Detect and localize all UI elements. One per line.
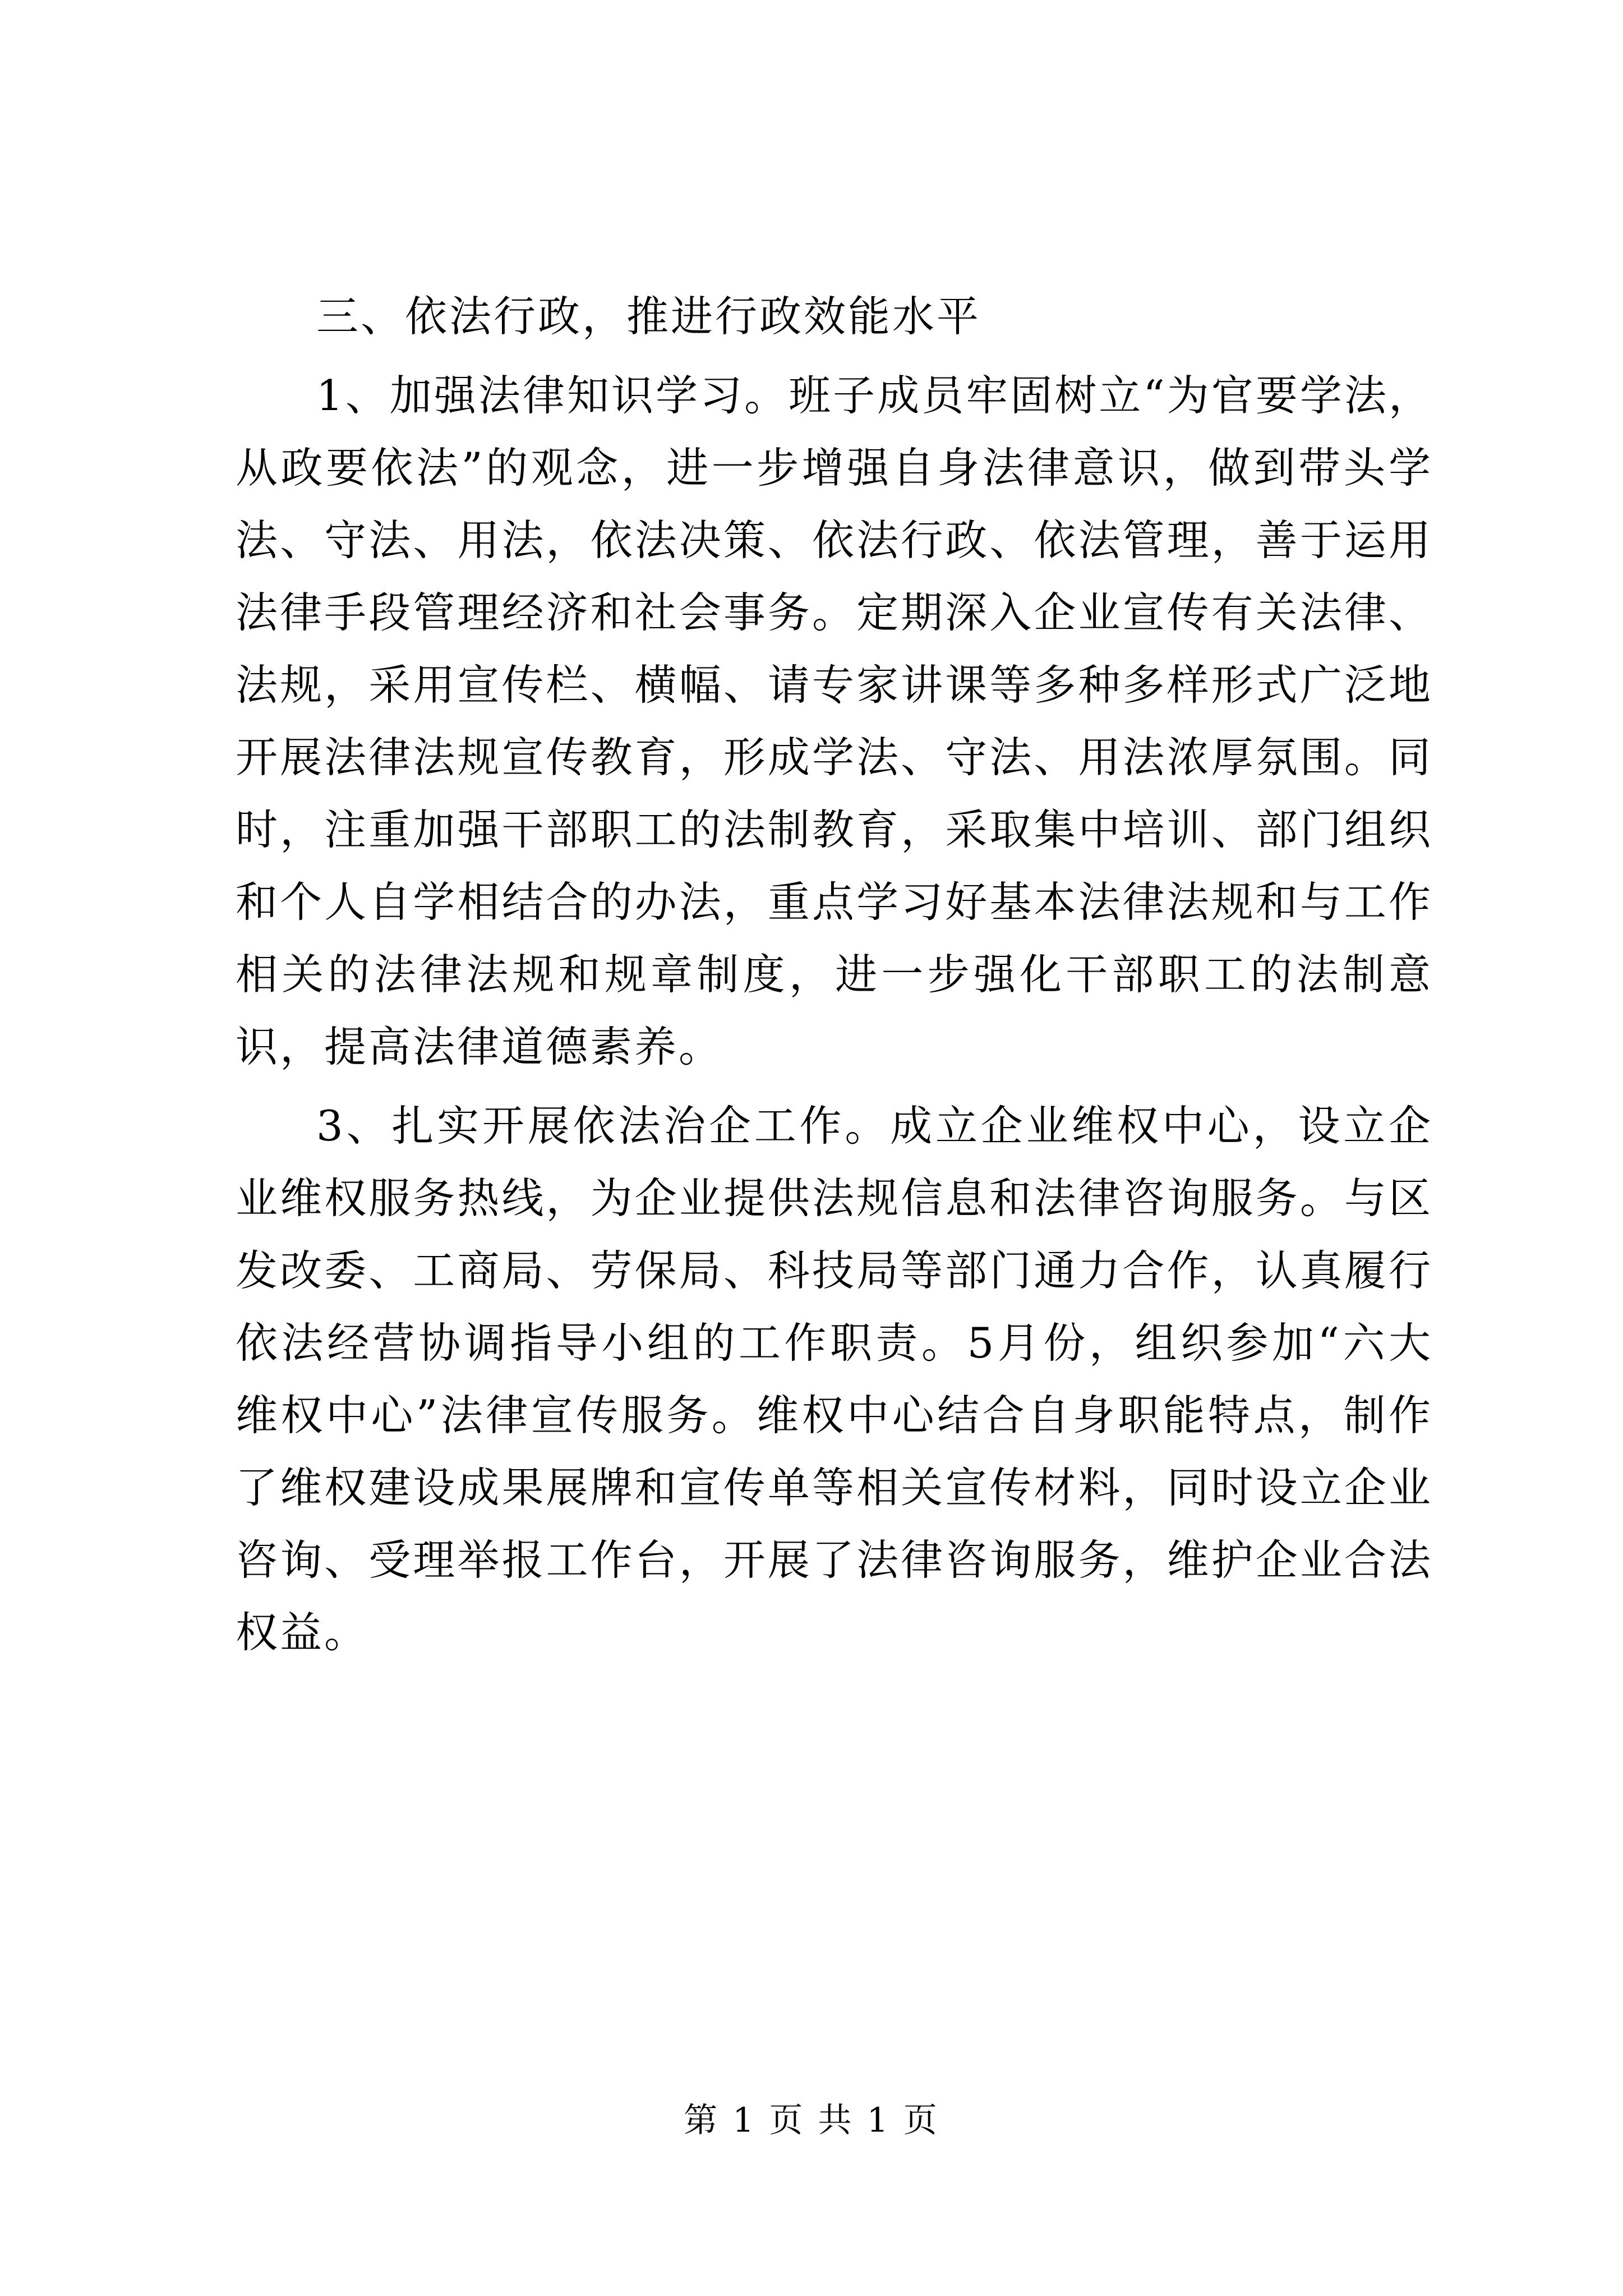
page-footer: 第 1 页 共 1 页 [684,2101,939,2140]
document-body [236,280,1433,1676]
section-heading: 三、依法行政，推进行政效能水平 [316,292,981,341]
paragraph-enterprise-governance: 3、扎实开展依法治企工作。成立企业维权中心，设立企业维权服务热线，为企业提供法规信息和法律咨询服务。与区发改委、工商局、劳保局、科技局等部门通力合作，认真履行依法经营协调指导小组的工作职责。5月份，组织参加“六大维权中心”法律宣传服务。维权中心结合自身职能特点，制作了维权建设成果展牌和宣传单等相关宣传材料，同时设立企业咨询、受理举报工作台，开展了法律咨询服务，维护企业合法权益。 [236,1101,1433,1657]
paragraph-legal-study: 1、加强法律知识学习。班子成员牢固树立“为官要学法，从政要依法”的观念，进一步增强自身法律意识，做到带头学法、守法、用法，依法决策、依法行政、依法管理，善于运用法律手段管理经济和社会事务。定期深入企业宣传有关法律、法规，采用宣传栏、横幅、请专家讲课等多种多样形式广泛地开展法律法规宣传教育，形成学法、守法、用法浓厚氛围。同时，注重加强干部职工的法制教育，采取集中培训、部门组织和个人自学相结合的办法，重点学习好基本法律法规和与工作相关的法律法规和规章制度，进一步强化干部职工的法制意识，提高法律道德素养。 [236,371,1433,1071]
